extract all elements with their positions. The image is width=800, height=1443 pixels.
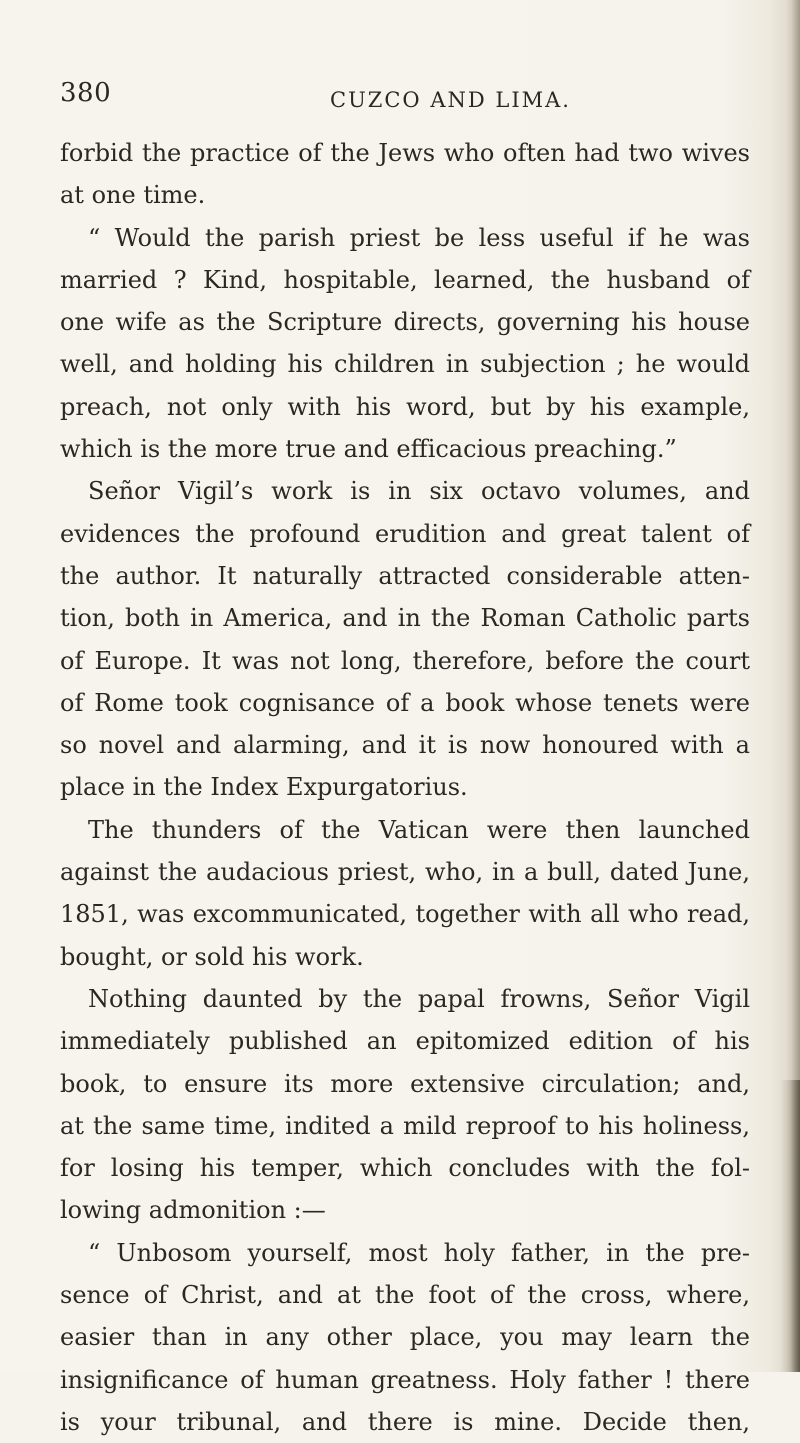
text-line: is your tribunal, and there is mine. Decide then, (60, 1407, 750, 1436)
text-line: well, and holding his children in subjection ; he would (60, 350, 750, 379)
page-edge-stain (780, 1080, 800, 1372)
text-line: evidences the profound erudition and great talent of (60, 519, 750, 548)
text-line: at one time. (60, 181, 206, 210)
body-text (60, 132, 750, 1443)
text-line: insignificance of human greatness. Holy father ! there (60, 1365, 750, 1394)
page-header (60, 78, 760, 118)
text-line: Nothing daunted by the papal frowns, Señor Vigil (88, 984, 750, 1013)
text-line: lowing admonition :— (60, 1196, 326, 1225)
text-line: at the same time, indited a mild reproof to his holiness, (60, 1111, 750, 1140)
page-number: 380 (60, 78, 112, 108)
text-line: one wife as the Scripture directs, governing his house (60, 308, 750, 337)
text-line: place in the Index Expurgatorius. (60, 773, 468, 802)
text-line: sence of Christ, and at the foot of the cross, where, (60, 1281, 750, 1310)
text-line: The thunders of the Vatican were then launched (88, 815, 750, 844)
text-line: of Europe. It was not long, therefore, before the court (60, 646, 750, 675)
text-line: which is the more true and efficacious preaching.” (60, 435, 677, 464)
text-line: the author. It naturally attracted considerable atten- (60, 561, 750, 590)
text-line: “ Unbosom yourself, most holy father, in the pre- (88, 1238, 750, 1267)
text-line: for losing his temper, which concludes with the fol- (60, 1154, 750, 1183)
text-line: immediately published an epitomized edition of his (60, 1027, 750, 1056)
text-line: so novel and alarming, and it is now honoured with a (60, 731, 750, 760)
text-line: preach, not only with his word, but by his example, (60, 392, 750, 421)
text-line: 1851, was excommunicated, together with all who read, (60, 900, 750, 929)
text-line: of Rome took cognisance of a book whose tenets were (60, 688, 750, 717)
text-line: book, to ensure its more extensive circulation; and, (60, 1069, 750, 1098)
text-line: bought, or sold his work. (60, 942, 364, 971)
text-line: forbid the practice of the Jews who often had two wives (60, 139, 750, 167)
text-line: against the audacious priest, who, in a bull, dated June, (60, 858, 750, 887)
running-head: CUZCO AND LIMA. (330, 88, 571, 112)
text-line: tion, both in America, and in the Roman Catholic parts (60, 604, 750, 633)
text-line: easier than in any other place, you may learn the (60, 1323, 750, 1352)
text-line: “ Would the parish priest be less useful if he was (88, 223, 750, 252)
text-line: Señor Vigil’s work is in six octavo volumes, and (88, 477, 750, 506)
text-line: married ? Kind, hospitable, learned, the husband of (60, 265, 750, 294)
